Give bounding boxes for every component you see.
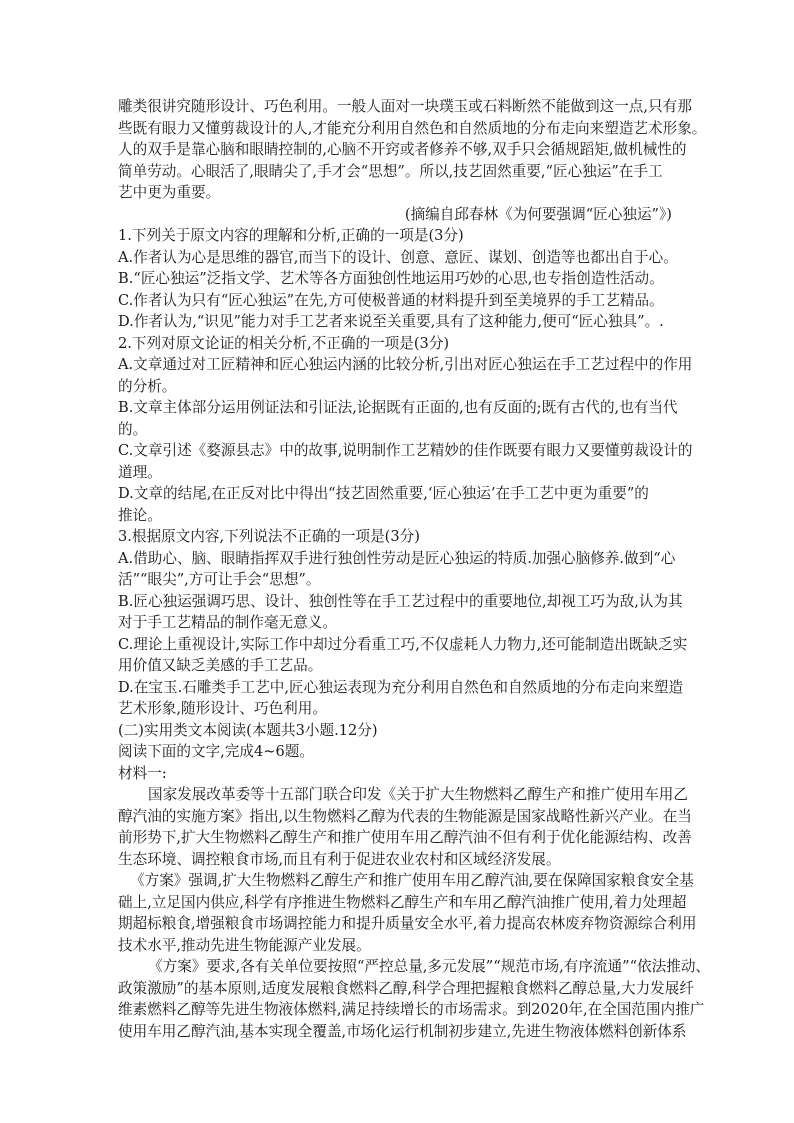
text-line: 3.根据原文内容,下列说法不正确的一项是(3分) [118,528,420,545]
text-line: 前形势下,扩大生物燃料乙醇生产和推广使用车用乙醇汽油不但有利于优化能源结构、改善 [118,829,692,846]
text-line: 推论。 [118,506,162,524]
text-line: 1.下列关于原文内容的理解和分析,正确的一项是(3分) [118,227,464,244]
text-line: 政策激励”的基本原则,适度发展粮食燃料乙醇,科学合理把握粮食燃料乙醇总量,大力发展纤 [118,979,694,997]
text-line: 用价值又缺乏美感的手工艺品。 [118,657,323,674]
text-line: 对于手工艺精品的制作毫无意义。 [118,614,337,631]
text-line: C.作者认为只有“匠心独运”在先,方可使极普通的材料提升到至美境界的手工艺精品。 [118,291,664,309]
text-line: 材料一: [118,764,167,782]
text-line: (二)实用类文本阅读(本题共3小题.12分) [118,721,378,739]
text-line: 简单劳动。心眼活了,眼睛尖了,手才会“思想”。所以,技艺固然重要,“匠心独运”在手工 [118,162,663,180]
text-line: 2.下列对原文论证的相关分析,不正确的一项是(3分) [118,334,450,352]
text-line: 《方案》强调,扩大生物燃料乙醇生产和推广使用车用乙醇汽油,要在保障国家粮食安全基 [130,872,694,889]
text-line: 艺术形象,随形设计、巧色利用。 [118,700,327,717]
text-line: B.“匠心独运”泛指文学、艺术等各方面独创性地运用巧妙的心思,也专指创造性活动。 [118,270,664,287]
text-line: 些既有眼力又懂剪裁设计的人,才能充分利用自然色和自然质地的分布走向来塑造艺术形象。 [118,119,707,137]
text-line: 生态环境、调控粮食市场,而且有利于促进农业农村和区域经济发展。 [118,850,561,868]
text-line: 艺中更为重要。 [118,184,221,201]
text-line: 道理。 [118,463,162,481]
text-line: 的。 [118,420,148,438]
text-line: 础上,立足国内供应,科学有序推进生物燃料乙醇生产和车用乙醇汽油推广使用,着力处理超 [118,893,687,911]
text-line: 使用车用乙醇汽油,基本实现全覆盖,市场化运行机制初步建立,先进生物液体燃料创新体系 [118,1022,687,1040]
text-line: C.文章引述《婺源县志》中的故事,说明制作工艺精妙的佳作既要有眼力又要懂剪裁设计的 [118,442,693,459]
text-line: 维素燃料乙醇等先进生物液体燃料,满足持续增长的市场需求。到2020年,在全国范围内推广 [118,1001,705,1018]
text-line: 《方案》要求,各有关单位要按照“严控总量,多元发展”“规范市场,有序流通”“依法推动、 [148,958,711,975]
text-line: D.在宝玉.石雕类手工艺中,匠心独运表现为充分利用自然色和自然质地的分布走向来塑造 [118,678,684,696]
text-line: 人的双手是靠心脑和眼睛控制的,心脑不开窍或者修养不够,双手只会循规蹈矩,做机械性的 [118,141,687,158]
text-line: A.文章通过对工匠精神和匠心独运内涵的比较分析,引出对匠心独运在手工艺过程中的作用 [118,356,693,373]
text-line: B.匠心独运强调巧思、设计、独创性等在手工艺过程中的重要地位,却视工巧为敌,认为其 [118,592,683,610]
text-line: 技术水平,推动先进生物能源产业发展。 [118,936,371,954]
text-line: A.借助心、脑、眼睛指挥双手进行独创性劳动是匠心独运的特质.加强心脑修养.做到“心 [118,549,676,567]
text-line: 的分析。 [118,377,177,395]
source-citation: (摘编自邱春林《为何要强调“匠心独运”》) [404,205,672,223]
text-line: A.作者认为心是思维的器官,而当下的设计、创意、意匠、谋划、创造等也都出自于心。 [118,248,678,266]
text-line: 国家发展改革委等十五部门联合印发《关于扩大生物燃料乙醇生产和推广使用车用乙 [148,786,688,803]
text-line: 雕类很讲究随形设计、巧色利用。一般人面对一块璞玉或石料断然不能做到这一点,只有那 [118,98,692,115]
text-line: 醇汽油的实施方案》指出,以生物燃料乙醇为代表的生物能源是国家战略性新兴产业。在当 [118,807,692,825]
text-line: 活”“眼尖”,方可让手会“思想”。 [118,571,321,588]
text-line: C.理论上重视设计,实际工作中却过分看重工巧,不仅虚耗人力物力,还可能制造出既缺乏实 [118,635,688,653]
document-page [118,96,711,1042]
text-line: D.作者认为,“识见”能力对手工艺者来说至关重要,具有了这种能力,便可“匠心独具”。. [118,313,664,330]
text-line: B.文章主体部分运用例证法和引证法,论据既有正面的,也有反面的;既有古代的,也有当代 [118,399,678,416]
text-line: D.文章的结尾,在正反对比中得出“技艺固然重要,‘匠心独运’在手工艺中更为重要”的 [118,485,649,502]
text-line: 阅读下面的文字,完成4~6题。 [118,743,314,760]
text-line: 期超标粮食,增强粮食市场调控能力和提升质量安全水平,着力提高农林废弃物资源综合利用 [118,915,697,932]
